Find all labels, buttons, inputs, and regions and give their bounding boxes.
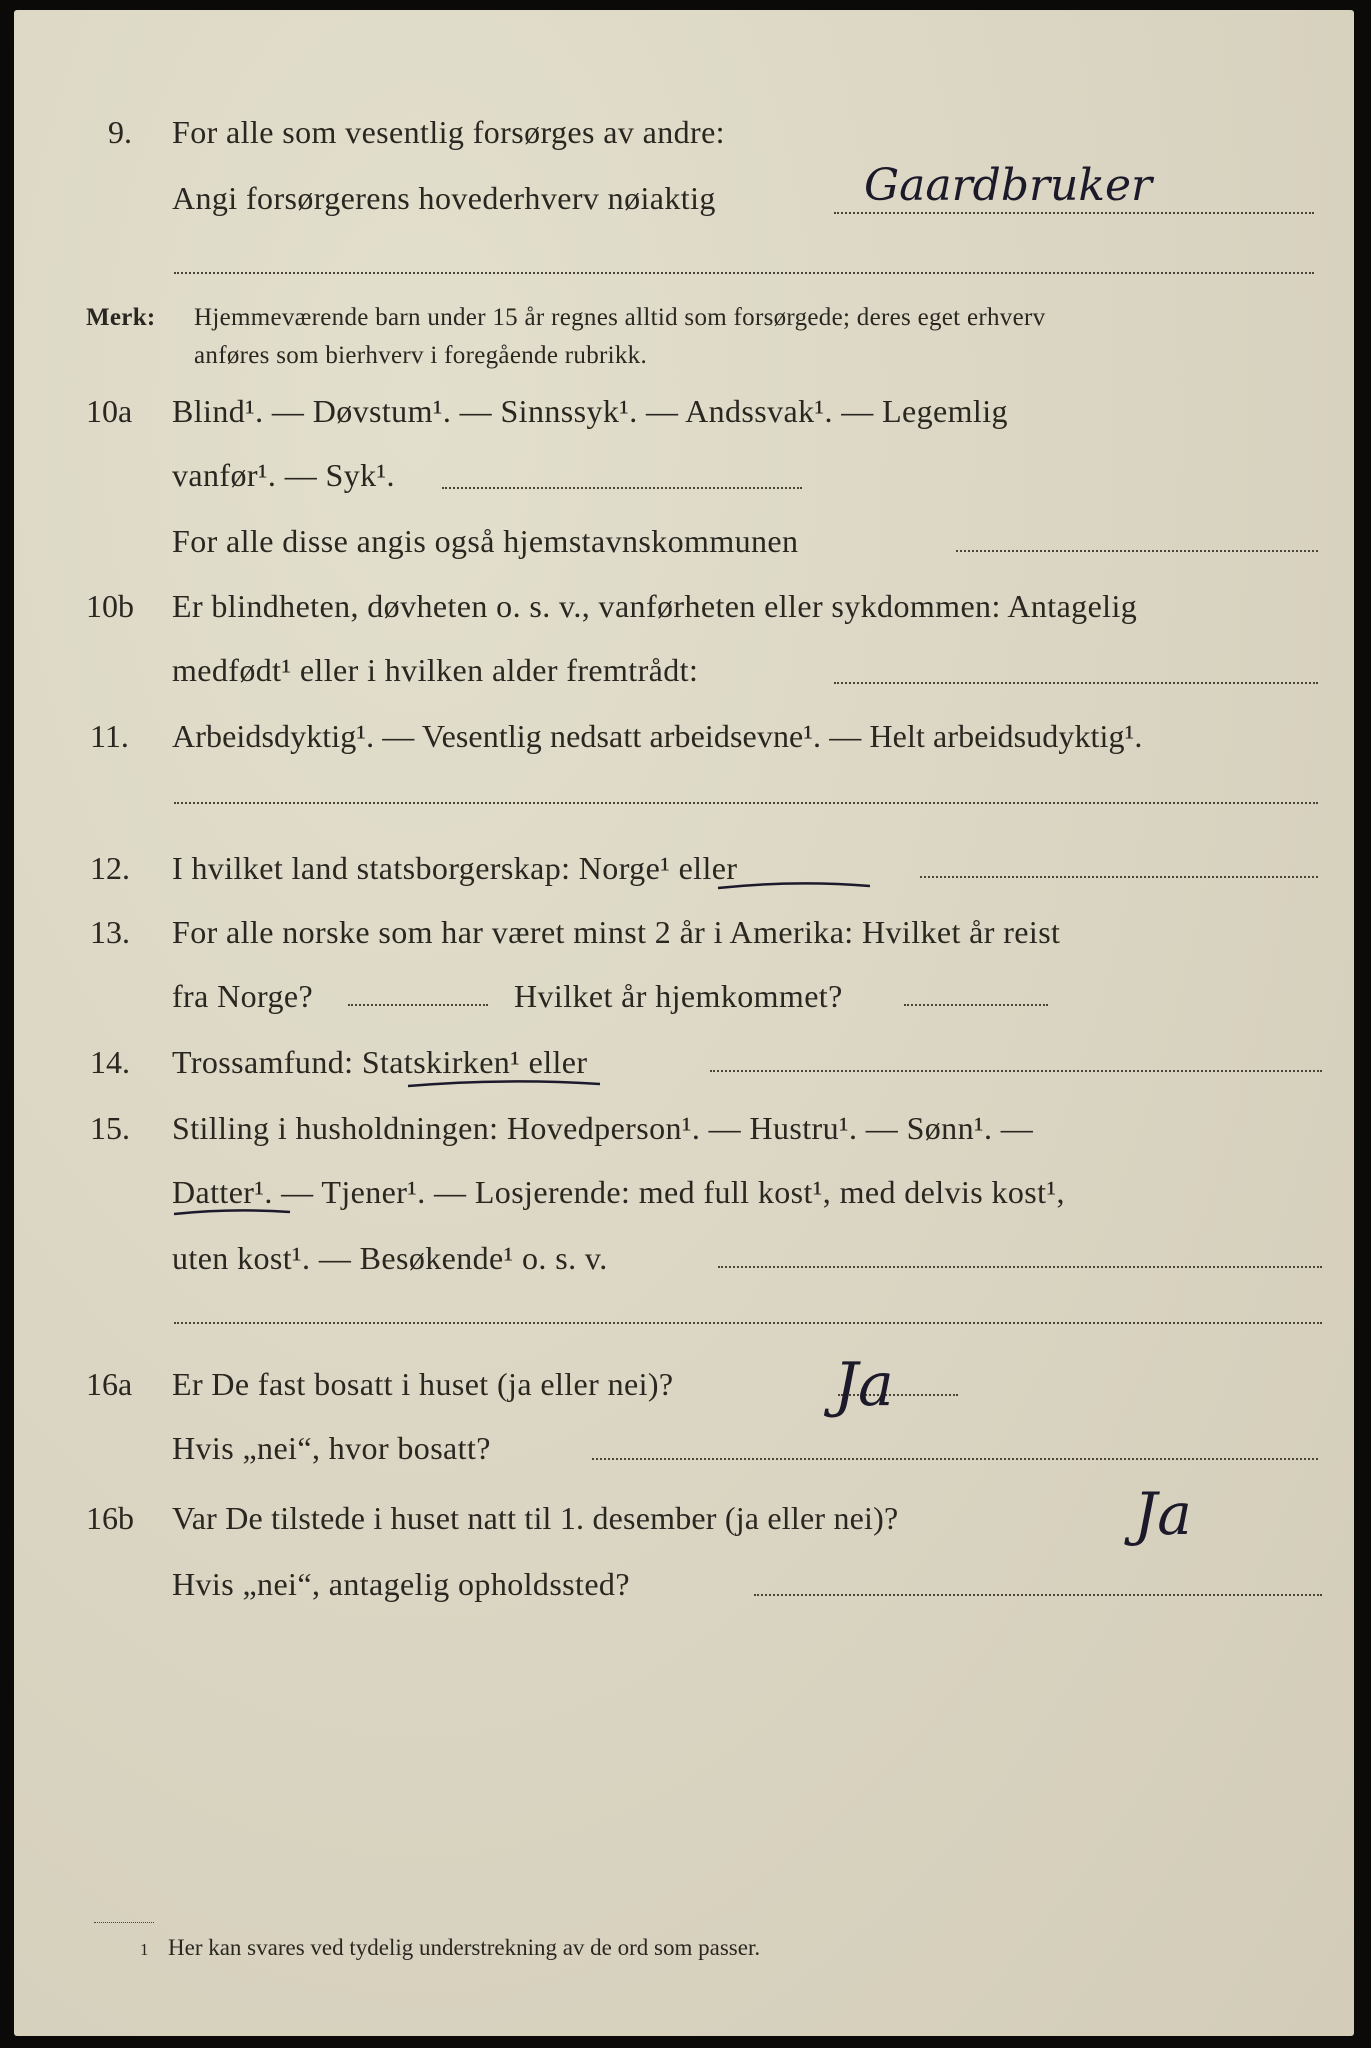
q15-datter-underline [172, 1202, 292, 1222]
q14-number: 14. [90, 1044, 130, 1080]
q16a-number: 16a [86, 1366, 133, 1402]
q15-answer-line [718, 1266, 1322, 1268]
q12-number: 12. [90, 850, 130, 886]
q13-reist-line [348, 1004, 488, 1006]
merk-label: Merk: [86, 304, 156, 331]
q12-line1: I hvilket land statsborgerskap: Norge¹ eller [172, 850, 738, 886]
footnote-text: Her kan svares ved tydelig understrekning av de ord som passer. [168, 1935, 761, 1960]
q13-line2a: fra Norge? [172, 978, 314, 1014]
merk-line1: Hjemmeværende barn under 15 år regnes alltid som forsørgede; deres eget erhverv [194, 304, 1046, 331]
q10a-syk-line [442, 487, 802, 489]
q10b-number: 10b [86, 588, 134, 624]
q10a-line2: vanfør¹. — Syk¹. [172, 457, 395, 493]
q9-text-line1: For alle som vesentlig forsørges av andre: [172, 114, 725, 150]
q10a-line1: Blind¹. — Døvstum¹. — Sinnssyk¹. — Andssvak¹. — Legemlig [172, 393, 1008, 429]
q16b-line2: Hvis „nei“, antagelig opholdssted? [172, 1566, 630, 1602]
q16b-number: 16b [86, 1500, 134, 1536]
q14-answer-line [710, 1070, 1322, 1072]
q16b-opholdssted-line [754, 1594, 1322, 1596]
q10b-line2: medfødt¹ eller i hvilken alder fremtrådt: [172, 652, 699, 688]
q9-handwritten-answer: Gaardbruker [864, 160, 1153, 211]
q12-answer-line [920, 876, 1318, 878]
q15-extra-line [174, 1322, 1322, 1324]
q15-number: 15. [90, 1110, 130, 1146]
q15-line2: Datter¹. — Tjener¹. — Losjerende: med full kost¹, med delvis kost¹, [172, 1174, 1065, 1210]
q13-line1: For alle norske som har været minst 2 år i Amerika: Hvilket år reist [172, 914, 1061, 950]
q10b-line1: Er blindheten, døvheten o. s. v., vanførheten eller sykdommen: Antagelig [172, 588, 1138, 624]
q16a-line1: Er De fast bosatt i huset (ja eller nei)? [172, 1366, 674, 1402]
q10a-line3: For alle disse angis også hjemstavnskommunen [172, 523, 799, 559]
footnote-mark: 1 [140, 1940, 149, 1959]
q13-number: 13. [90, 914, 130, 950]
q16a-bosatt-line [592, 1458, 1318, 1460]
q11-answer-line [174, 802, 1318, 804]
footnote-rule [94, 1922, 154, 1923]
q16b-line1: Var De tilstede i huset natt til 1. desember (ja eller nei)? [172, 1500, 899, 1536]
q15-line3: uten kost¹. — Besøkende¹ o. s. v. [172, 1240, 608, 1276]
q16a-line2: Hvis „nei“, hvor bosatt? [172, 1430, 491, 1466]
merk-line2: anføres som bierhverv i foregående rubrikk. [194, 342, 648, 369]
q16b-handwritten-answer: Ja [1134, 1480, 1192, 1548]
q11-line1: Arbeidsdyktig¹. — Vesentlig nedsatt arbeidsevne¹. — Helt arbeidsudyktig¹. [172, 718, 1143, 754]
q10b-answer-line [834, 682, 1318, 684]
q11-number: 11. [90, 718, 129, 754]
q13-line2b: Hvilket år hjemkommet? [514, 978, 843, 1014]
q12-norge-underline [714, 878, 874, 894]
q9-extra-line [174, 272, 1314, 274]
q9-answer-line [834, 212, 1314, 214]
q14-statskirken-underline [404, 1072, 604, 1094]
q10a-number: 10a [86, 393, 133, 429]
q14-line1: Trossamfund: Statskirken¹ eller [172, 1044, 588, 1080]
q13-hjemkommet-line [904, 1004, 1048, 1006]
q9-text-line2: Angi forsørgerens hovederhverv nøiaktig [172, 180, 716, 216]
q9-number: 9. [108, 114, 132, 150]
q10a-kommune-line [956, 550, 1318, 552]
census-form-page [14, 10, 1354, 2036]
q15-line1: Stilling i husholdningen: Hovedperson¹. — Hustru¹. — Sønn¹. — [172, 1110, 1034, 1146]
q16a-handwritten-answer: Ja [834, 1350, 894, 1420]
